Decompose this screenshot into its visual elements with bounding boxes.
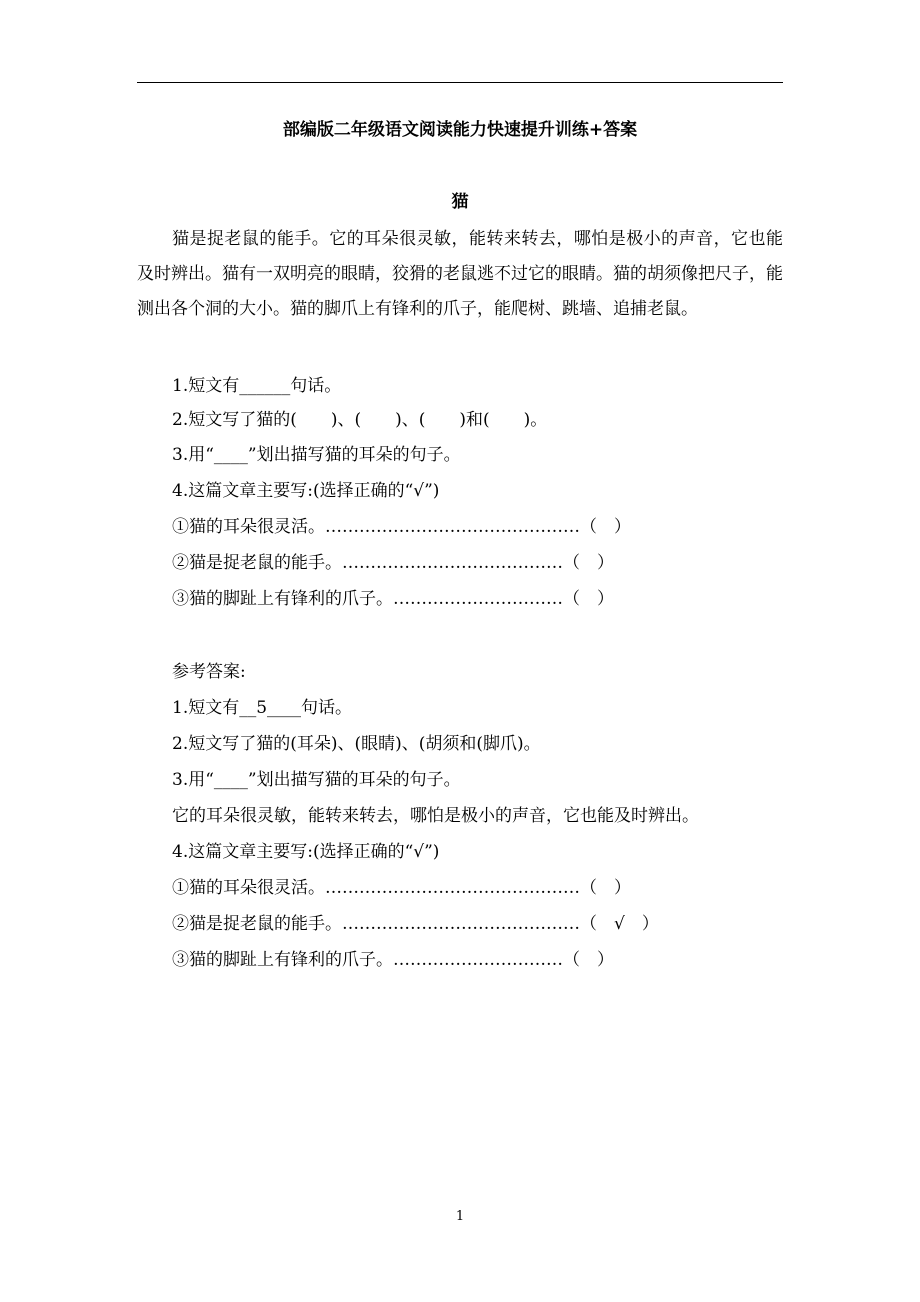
page-number: 1	[455, 1209, 465, 1224]
question-2: 2.短文写了猫的( )、( )、( )和( )。	[172, 410, 548, 430]
question-3: 3.用“____”划出描写猫的耳朵的句子。	[172, 445, 461, 465]
passage-title: 猫	[451, 192, 469, 212]
answer-4: 4.这篇文章主要写:(选择正确的“√”)	[172, 842, 440, 862]
answer-option-3: ③猫的脚趾上有锋利的爪子。…………………………（ ）	[172, 950, 614, 970]
answer-option-1: ①猫的耳朵很灵活。………………………………………（ ）	[172, 878, 631, 898]
answer-2: 2.短文写了猫的(耳朵)、(眼睛)、(胡须和(脚爪)。	[172, 734, 541, 754]
answer-3: 3.用“____”划出描写猫的耳朵的句子。	[172, 770, 461, 790]
passage-text: 猫是捉老鼠的能手。它的耳朵很灵敏，能转来转去，哪怕是极小的声音，它也能及时辨出。猫有一双明亮的眼睛，狡猾的老鼠逃不过它的眼睛。猫的胡须像把尺子，能测出各个洞的大小。猫的脚爪上有锋利的爪子，能爬树、跳墙、追捕老鼠。	[137, 229, 783, 319]
answer-option-2: ②猫是捉老鼠的能手。……………………………………（ √ ）	[172, 914, 659, 934]
question-4: 4.这篇文章主要写:(选择正确的“√”)	[172, 481, 440, 501]
option-1: ①猫的耳朵很灵活。………………………………………（ ）	[172, 517, 631, 537]
option-3: ③猫的脚趾上有锋利的爪子。…………………………（ ）	[172, 589, 614, 609]
answer-3-sentence: 它的耳朵很灵敏，能转来转去，哪怕是极小的声音，它也能及时辨出。	[172, 806, 699, 826]
answers-heading: 参考答案:	[172, 662, 246, 682]
answer-1: 1.短文有__5____句话。	[172, 698, 353, 718]
header-rule	[137, 82, 783, 83]
document-title: 部编版二年级语文阅读能力快速提升训练+答案	[282, 120, 638, 140]
question-1: 1.短文有______句话。	[172, 376, 342, 396]
option-2: ②猫是捉老鼠的能手。…………………………………（ ）	[172, 553, 614, 573]
